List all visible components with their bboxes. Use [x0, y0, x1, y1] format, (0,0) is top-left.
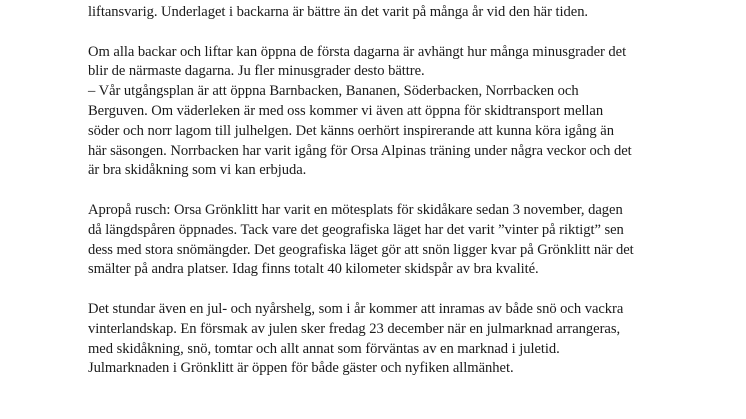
text-line: smälter på andra platser. Idag finns totalt 40 kilometer skidspår av bra kvalité. [88, 261, 539, 278]
text-line: med skidåkning, snö, tomtar och allt annat som förväntas av en marknad i juletid. [88, 340, 560, 357]
text-line: Julmarknaden i Grönklitt är öppen för både gäster och nyfiken allmänhet. [88, 360, 514, 377]
paragraph-christmas-market [88, 300, 688, 379]
text-line: dess med stora snömängder. Det geografiska läget gör att snön ligger kvar på Grönklitt när det [88, 241, 634, 258]
text-line: här säsongen. Norrbacken har varit igång för Orsa Alpinas träning under några veckor och det [88, 142, 632, 159]
document-body [88, 3, 688, 399]
text-line: Om alla backar och liftar kan öppna de första dagarna är avhängt hur många minusgrader det [88, 43, 627, 60]
text-line: Berguven. Om väderleken är med oss kommer vi även att öppna för skidtransport mellan [88, 102, 604, 119]
text-line: vinterlandskap. En försmak av julen sker fredag 23 december när en julmarknad arrangeras, [88, 320, 621, 337]
text-line: – Vår utgångsplan är att öppna Barnbacken, Bananen, Söderbacken, Norrbacken och [88, 83, 579, 100]
text-line: Det stundar även en jul- och nyårshelg, som i år kommer att inramas av både snö och vackra [88, 300, 624, 317]
paragraph-opening-plan [88, 43, 688, 182]
text-line: Apropå rusch: Orsa Grönklitt har varit en mötesplats för skidåkare sedan 3 november, dagen [88, 201, 623, 218]
text-line: då längdspåren öppnades. Tack vare det geografiska läget har det varit ”vinter på riktigt” sen [88, 221, 624, 238]
text-line: liftansvarig. Underlaget i backarna är bättre än det varit på många år vid den här tiden. [88, 4, 589, 20]
text-line: söder och norr lagom till julhelgen. Det känns oerhört inspirerande att kunna köra igång än [88, 122, 614, 139]
paragraph-slope-conditions [88, 3, 688, 23]
paragraph-cross-country [88, 201, 688, 280]
text-line: blir de närmaste dagarna. Ju fler minusgrader desto bättre. [88, 63, 425, 80]
text-line: är bra skidåkning som vi kan erbjuda. [88, 162, 307, 179]
